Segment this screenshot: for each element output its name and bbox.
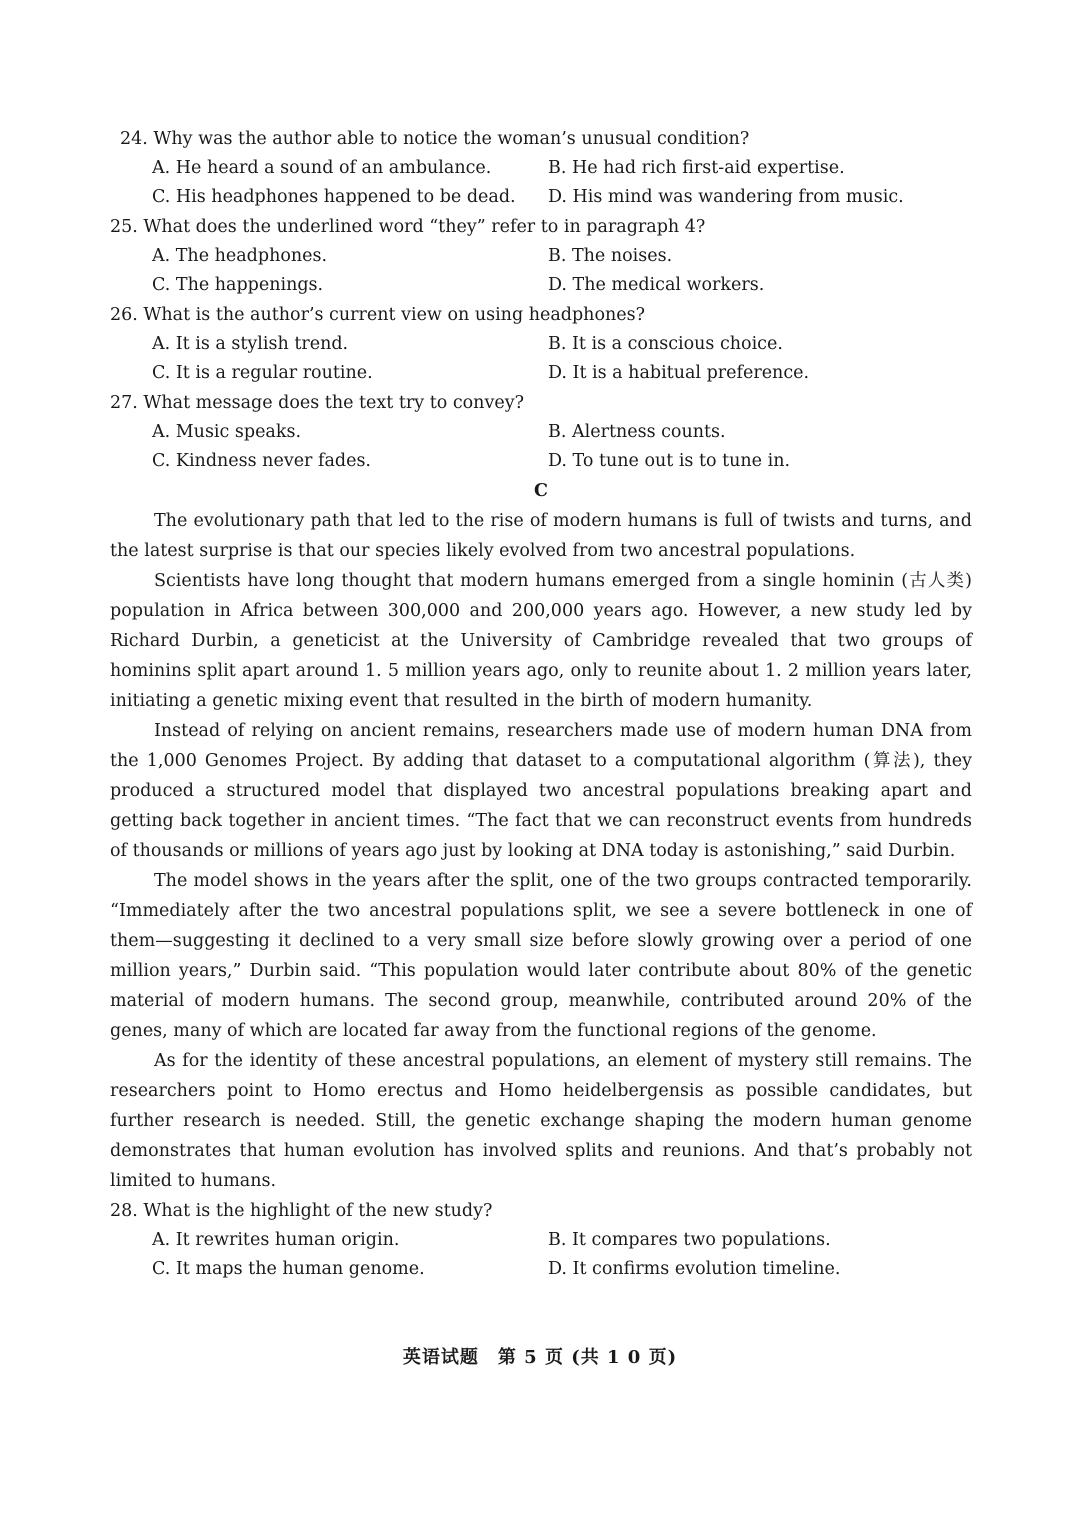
paragraph-5: As for the identity of these ancestral populations, an element of mystery still remains. The researchers point to Homo erectus and Homo heidelbergensis as possible candidates, but further research is needed. Still, the genetic exchange shaping the modern human genome demonstrates that human evolution has involved splits and reunions. And that’s probably not limited to humans. — [110, 1051, 972, 1191]
question-24-options — [110, 154, 972, 183]
option-27c: C. Kindness never fades. — [152, 451, 371, 471]
option-24a: A. He heard a sound of an ambulance. — [152, 158, 492, 178]
option-24b: B. He had rich first-aid expertise. — [548, 158, 845, 178]
option-24c: C. His headphones happened to be dead. — [152, 187, 516, 207]
page-footer: 英语试题 第 5 页 (共 1 0 页) — [402, 1347, 678, 1368]
question-27: 27. What message does the text try to convey? — [110, 393, 524, 413]
option-26c: C. It is a regular routine. — [152, 363, 373, 383]
question-28-options — [110, 1226, 972, 1255]
option-26b: B. It is a conscious choice. — [548, 334, 783, 354]
option-28c: C. It maps the human genome. — [152, 1259, 425, 1279]
question-27-options-2 — [110, 447, 972, 476]
option-27d: D. To tune out is to tune in. — [548, 451, 791, 471]
option-26d: D. It is a habitual preference. — [548, 363, 810, 383]
question-26-options-2 — [110, 359, 972, 388]
option-25a: A. The headphones. — [152, 246, 328, 266]
question-26: 26. What is the author’s current view on using headphones? — [110, 305, 645, 325]
section-heading: C — [534, 481, 548, 501]
option-28a: A. It rewrites human origin. — [152, 1230, 400, 1250]
option-28b: B. It compares two populations. — [548, 1230, 831, 1250]
paragraph-1: The evolutionary path that led to the rise of modern humans is full of twists and turns, and the latest surprise is that our species likely evolved from two ancestral populations. — [110, 511, 972, 561]
question-28: 28. What is the highlight of the new study? — [110, 1201, 493, 1221]
option-27b: B. Alertness counts. — [548, 422, 726, 442]
option-25b: B. The noises. — [548, 246, 673, 266]
option-25d: D. The medical workers. — [548, 275, 765, 295]
paragraph-4: The model shows in the years after the split, one of the two groups contracted temporarily. “Immediately after the two ancestral populations split, we see a severe bottleneck in one of them—suggesting it declined to a very small size before slowly growing over a period of one million years,” Durbin said. “This population would later contribute about 80% of the genetic material of modern humans. The second group, meanwhile, contributed around 20% of the genes, many of which are located far away from the functional regions of the genome. — [110, 871, 972, 1041]
option-25c: C. The happenings. — [152, 275, 324, 295]
question-25-options-2 — [110, 271, 972, 300]
exam-page — [110, 124, 972, 1284]
question-24: 24. Why was the author able to notice the woman’s unusual condition? — [120, 129, 750, 149]
question-27-options — [110, 418, 972, 447]
question-25-options — [110, 242, 972, 271]
paragraph-2: Scientists have long thought that modern humans emerged from a single hominin (古人类) population in Africa between 300,000 and 200,000 years ago. However, a new study led by Richard Durbin, a geneticist at the University of Cambridge revealed that two groups of hominins split apart around 1. 5 million years ago, only to reunite about 1. 2 million years later, initiating a genetic mixing event that resulted in the birth of modern humanity. — [110, 571, 972, 711]
option-28d: D. It confirms evolution timeline. — [548, 1259, 841, 1279]
option-26a: A. It is a stylish trend. — [152, 334, 349, 354]
question-24-options-2 — [110, 183, 972, 212]
question-25: 25. What does the underlined word “they” refer to in paragraph 4? — [110, 217, 706, 237]
paragraph-3: Instead of relying on ancient remains, researchers made use of modern human DNA from the 1,000 Genomes Project. By adding that dataset to a computational algorithm (算法), they produced a structured model that displayed two ancestral populations breaking apart and getting back together in ancient times. “The fact that we can reconstruct events from hundreds of thousands or millions of years ago just by looking at DNA today is astonishing,” said Durbin. — [110, 721, 972, 861]
question-26-options — [110, 330, 972, 359]
option-27a: A. Music speaks. — [152, 422, 302, 442]
option-24d: D. His mind was wandering from music. — [548, 187, 904, 207]
question-28-options-2 — [110, 1255, 972, 1284]
